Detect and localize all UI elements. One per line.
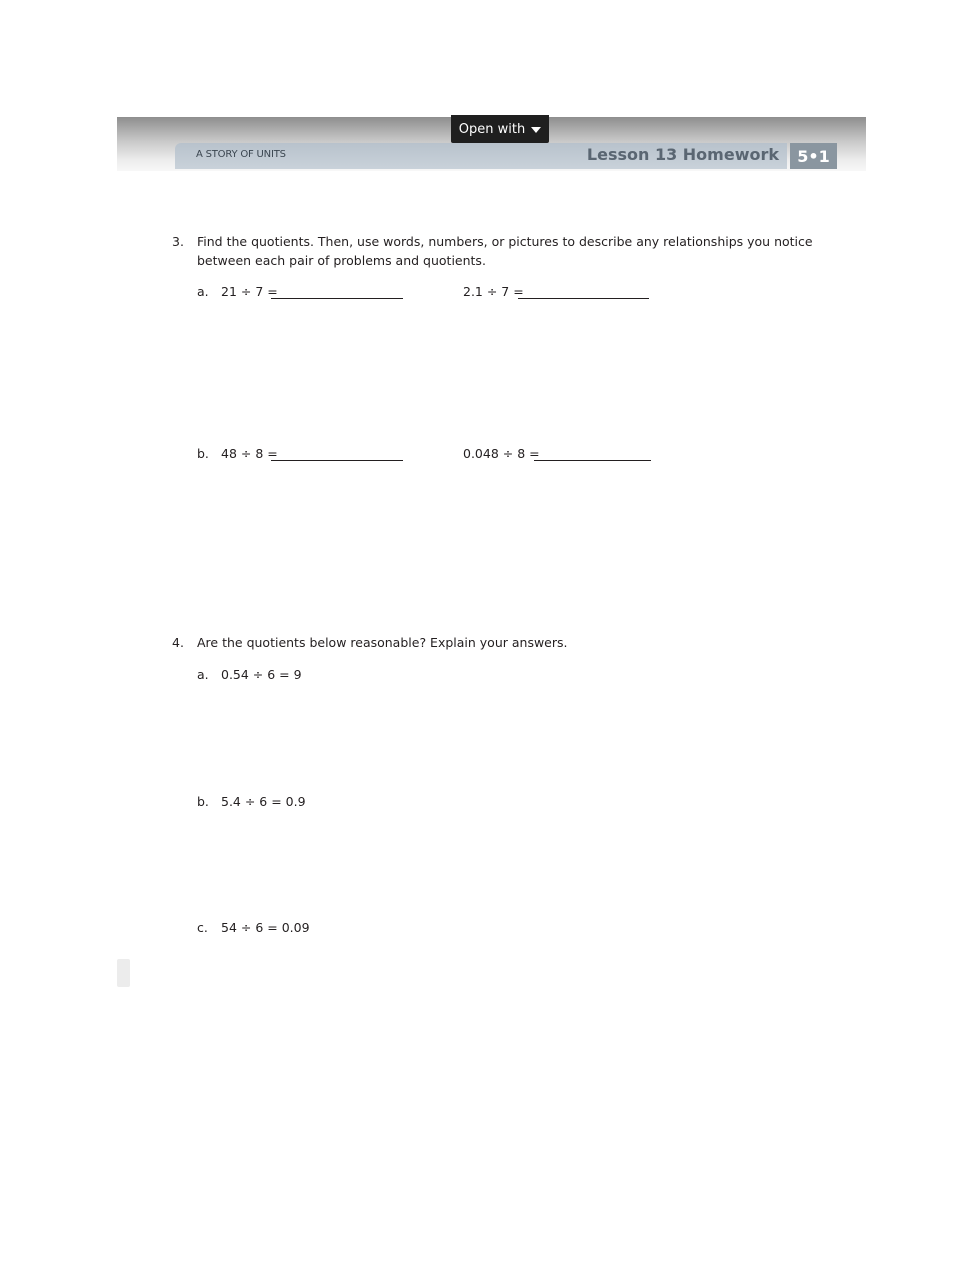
problem-3b-left-answer-blank[interactable]	[271, 460, 403, 461]
problem-4-number: 4.	[172, 635, 184, 650]
problem-3a-left-expression: 21 ÷ 7 =	[221, 284, 278, 299]
problem-3b-left-expression: 48 ÷ 8 =	[221, 446, 278, 461]
problem-4-prompt: Are the quotients below reasonable? Explain your answers.	[197, 635, 568, 650]
lesson-title: Lesson 13 Homework	[586, 145, 779, 164]
module-badge: 5•1	[790, 143, 837, 169]
problem-3-number: 3.	[172, 234, 184, 249]
problem-3a-right-expression: 2.1 ÷ 7 =	[463, 284, 524, 299]
open-with-button[interactable]	[451, 115, 549, 143]
problem-4a-expression: 0.54 ÷ 6 = 9	[221, 667, 302, 682]
problem-4c-expression: 54 ÷ 6 = 0.09	[221, 920, 310, 935]
caret-down-icon	[531, 127, 541, 133]
page-scroll-marker[interactable]	[117, 959, 130, 987]
problem-4c-letter: c.	[197, 920, 208, 935]
series-title: A STORY OF UNITS	[196, 149, 286, 160]
problem-3-prompt-line1: Find the quotients. Then, use words, numbers, or pictures to describe any relationships you notice	[197, 234, 813, 249]
problem-3b-letter: b.	[197, 446, 209, 461]
problem-3a-right-answer-blank[interactable]	[518, 298, 649, 299]
problem-4b-expression: 5.4 ÷ 6 = 0.9	[221, 794, 306, 809]
problem-3a-letter: a.	[197, 284, 209, 299]
problem-3b-right-answer-blank[interactable]	[534, 460, 651, 461]
open-with-label: Open with	[458, 121, 526, 137]
problem-4b-letter: b.	[197, 794, 209, 809]
problem-3a-left-answer-blank[interactable]	[271, 298, 403, 299]
problem-3-prompt-line2: between each pair of problems and quotients.	[197, 253, 486, 268]
problem-3b-right-expression: 0.048 ÷ 8 =	[463, 446, 540, 461]
problem-4a-letter: a.	[197, 667, 209, 682]
